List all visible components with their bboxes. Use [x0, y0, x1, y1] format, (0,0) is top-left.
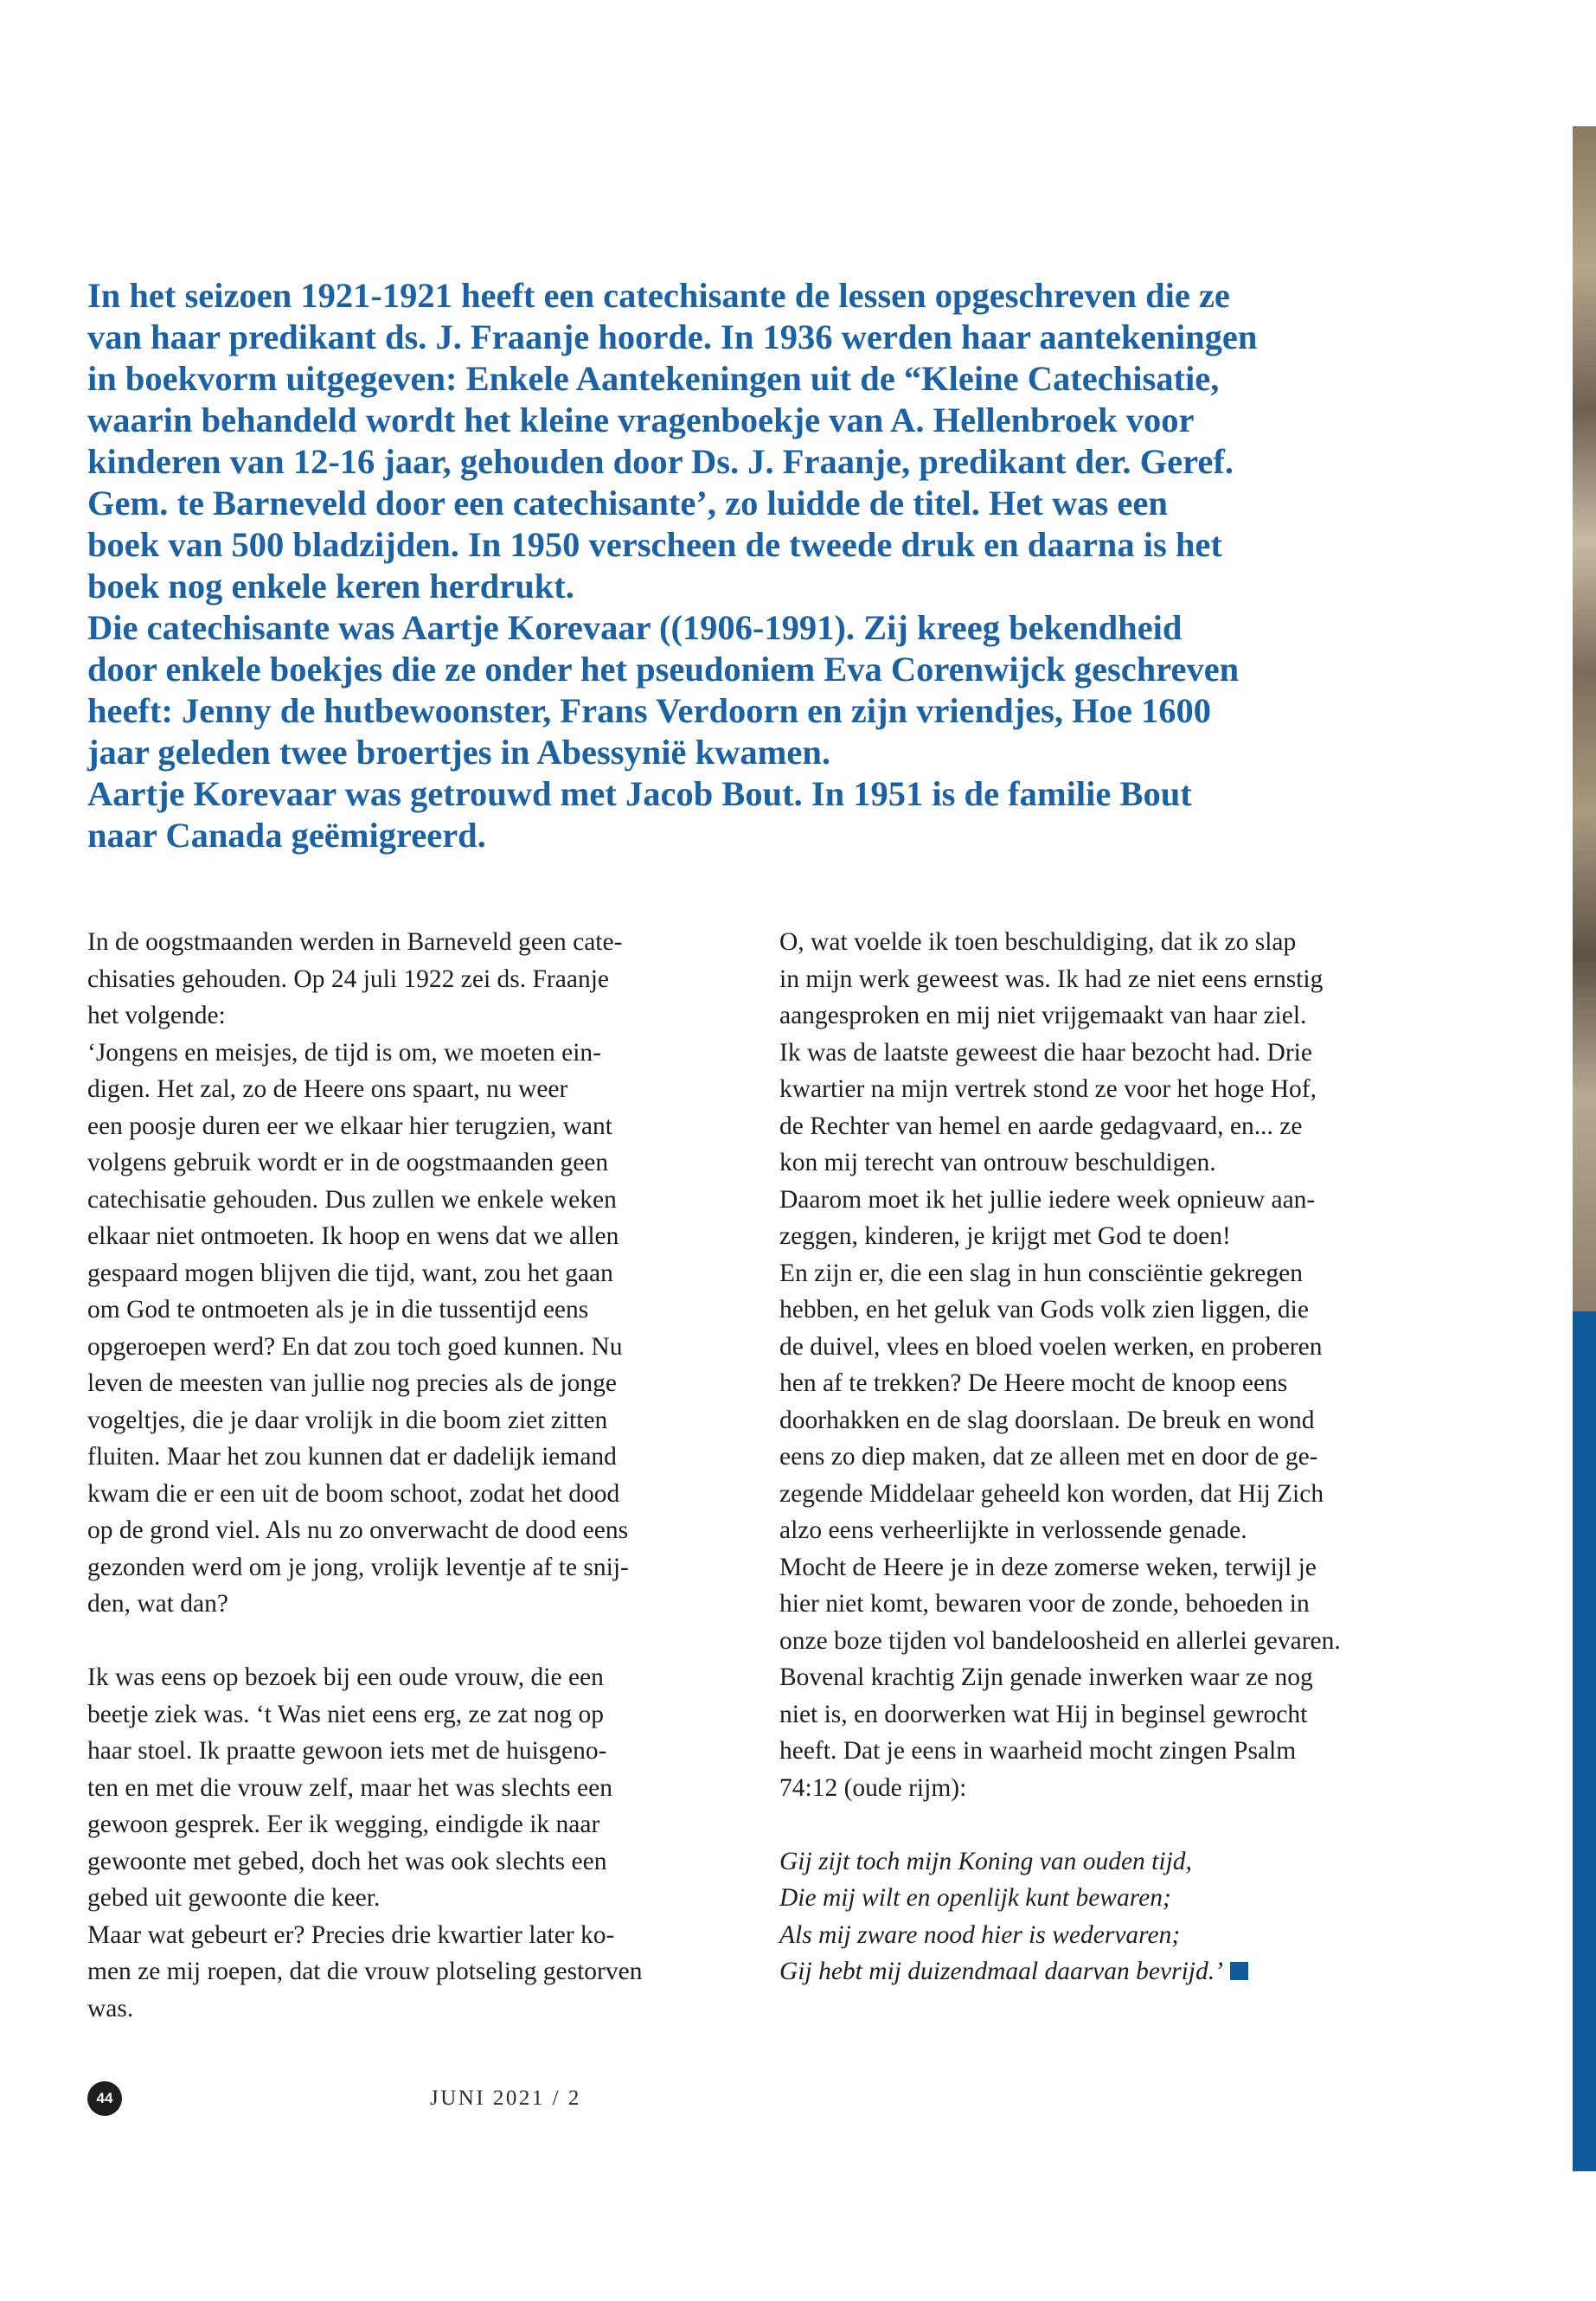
verse-line: Gij hebt mij duizendmaal daarvan bevrijd.’ — [779, 1958, 1223, 1985]
body-line: Ik was de laatste geweest die haar bezocht had. Drie — [779, 1038, 1312, 1067]
body-line: volgens gebruik wordt er in de oogstmaanden geen — [87, 1149, 609, 1176]
body-line: doorhakken en de slag doorslaan. De breuk en wond — [779, 1406, 1315, 1434]
side-accent-bar — [1573, 1311, 1596, 2171]
body-line: zegende Middelaar geheeld kon worden, dat Hij Zich — [779, 1479, 1324, 1508]
body-line: O, wat voelde ik toen beschuldiging, dat ik zo slap — [779, 928, 1297, 956]
body-line: den, wat dan? — [87, 1590, 228, 1618]
left-column — [87, 924, 745, 2027]
body-line: in mijn werk geweest was. Ik had ze niet eens ernstig — [779, 965, 1324, 993]
body-line: gebed uit gewoonte die keer. — [87, 1884, 381, 1912]
body-line: de Rechter van hemel en aarde gedagvaard, en... ze — [779, 1112, 1303, 1140]
body-line: beetje ziek was. ‘t Was niet eens erg, ze zat nog op — [87, 1700, 604, 1728]
body-line: hier niet komt, bewaren voor de zonde, behoeden in — [779, 1590, 1310, 1618]
body-line: gewoonte met gebed, doch het was ook slechts een — [87, 1847, 607, 1875]
paragraph-gap — [87, 1623, 745, 1660]
body-line: ‘Jongens en meisjes, de tijd is om, we moeten ein- — [87, 1038, 601, 1067]
intro-line: door enkele boekjes die ze onder het pseudoniem Eva Corenwijck geschreven — [87, 650, 1240, 689]
intro-paragraph — [87, 275, 1437, 856]
body-line: leven de meesten van jullie nog precies als de jonge — [87, 1369, 617, 1397]
body-line: heeft. Dat je eens in waarheid mocht zingen Psalm — [779, 1737, 1297, 1765]
body-line: gewoon gesprek. Eer ik wegging, eindigde ik naar — [87, 1811, 600, 1838]
body-line: Mocht de Heere je in deze zomerse weken, terwijl je — [779, 1553, 1317, 1581]
intro-line: kinderen van 12-16 jaar, gehouden door Ds. J. Fraanje, predikant der. Geref. — [87, 442, 1234, 481]
intro-line: waarin behandeld wordt het kleine vragenboekje van A. Hellenbroek voor — [87, 401, 1195, 439]
verse-line: Gij zijt toch mijn Koning van ouden tijd, — [779, 1847, 1192, 1875]
body-line: En zijn er, die een slag in hun consciëntie gekregen — [779, 1259, 1303, 1287]
body-line: op de grond viel. Als nu zo onverwacht de dood eens — [87, 1516, 629, 1544]
side-photo-strip — [1573, 126, 1596, 1311]
intro-line: van haar predikant ds. J. Fraanje hoorde. In 1936 werden haar aantekeningen — [87, 317, 1258, 356]
body-line: 74:12 (oude rijm): — [779, 1773, 967, 1802]
intro-line: jaar geleden twee broertjes in Abessynië kwamen. — [87, 733, 831, 772]
body-line: Bovenal krachtig Zijn genade inwerken waar ze nog — [779, 1663, 1313, 1691]
body-line: vogeltjes, die je daar vrolijk in die boom ziet zitten — [87, 1406, 608, 1434]
verse-line: Die mij wilt en openlijk kunt bewaren; — [779, 1884, 1171, 1912]
intro-line: boek nog enkele keren herdrukt. — [87, 567, 574, 606]
intro-line: boek van 500 bladzijden. In 1950 verscheen de tweede druk en daarna is het — [87, 525, 1222, 564]
body-line: alzo eens verheerlijkte in verlossende genade. — [779, 1516, 1247, 1544]
intro-line: Gem. te Barneveld door een catechisante’, zo luidde de titel. Het was een — [87, 484, 1168, 522]
verse-line: Als mij zware nood hier is wedervaren; — [779, 1920, 1181, 1949]
intro-line: Die catechisante was Aartje Korevaar ((1906-1991). Zij kreeg bekendheid — [87, 608, 1183, 647]
intro-line: naar Canada geëmigreerd. — [87, 816, 486, 855]
body-line: digen. Het zal, zo de Heere ons spaart, nu weer — [87, 1075, 568, 1103]
body-line: om God te ontmoeten als je in die tussentijd eens — [87, 1296, 589, 1324]
body-line: elkaar niet ontmoeten. Ik hoop en wens dat we allen — [87, 1222, 619, 1250]
paragraph-gap — [779, 1806, 1437, 1843]
body-line: hebben, en het geluk van Gods volk zien liggen, die — [779, 1296, 1309, 1324]
body-line: catechisatie gehouden. Dus zullen we enkele weken — [87, 1185, 617, 1214]
issue-label: JUNI 2021 / 2 — [430, 2086, 581, 2110]
body-line: kon mij terecht van ontrouw beschuldigen. — [779, 1149, 1216, 1176]
body-line: fluiten. Maar het zou kunnen dat er dadelijk iemand — [87, 1443, 617, 1471]
body-line: hen af te trekken? De Heere mocht de knoop eens — [779, 1369, 1288, 1397]
body-line: opgeroepen werd? En dat zou toch goed kunnen. Nu — [87, 1332, 623, 1361]
right-column — [779, 924, 1437, 1990]
intro-line: In het seizoen 1921-1921 heeft een catechisante de lessen opgeschreven die ze — [87, 276, 1230, 315]
body-line: Daarom moet ik het jullie iedere week opnieuw aan- — [779, 1185, 1316, 1214]
body-line: eens zo diep maken, dat ze alleen met en door de ge- — [779, 1443, 1318, 1471]
body-line: was. — [87, 1994, 134, 2022]
body-line: niet is, en doorwerken wat Hij in beginsel gewrocht — [779, 1700, 1308, 1728]
body-line: ten en met die vrouw zelf, maar het was slechts een — [87, 1773, 612, 1802]
verse-last-line — [779, 1953, 1437, 1990]
body-line: Ik was eens op bezoek bij een oude vrouw, die een — [87, 1663, 604, 1691]
intro-line: in boekvorm uitgegeven: Enkele Aantekeningen uit de “Kleine Catechisatie, — [87, 359, 1220, 398]
body-line: gezonden werd om je jong, vrolijk leventje af te snij- — [87, 1553, 629, 1581]
page-number: 44 — [87, 2081, 122, 2116]
body-line: het volgende: — [87, 1002, 226, 1029]
body-line: men ze mij roepen, dat die vrouw plotseling gestorven — [87, 1958, 643, 1985]
body-line: onze boze tijden vol bandeloosheid en allerlei gevaren. — [779, 1626, 1341, 1655]
body-line: chisaties gehouden. Op 24 juli 1922 zei ds. Fraanje — [87, 965, 609, 993]
body-line: een poosje duren eer we elkaar hier terugzien, want — [87, 1112, 612, 1140]
body-line: aangesproken en mij niet vrijgemaakt van haar ziel. — [779, 1002, 1307, 1029]
body-line: haar stoel. Ik praatte gewoon iets met de huisgeno- — [87, 1737, 607, 1765]
body-line: In de oogstmaanden werden in Barneveld geen cate- — [87, 928, 623, 956]
body-line: kwam die er een uit de boom schoot, zodat het dood — [87, 1479, 620, 1508]
intro-line: Aartje Korevaar was getrouwd met Jacob Bout. In 1951 is de familie Bout — [87, 774, 1192, 813]
body-line: gespaard mogen blijven die tijd, want, zou het gaan — [87, 1259, 613, 1287]
body-line: zeggen, kinderen, je krijgt met God te doen! — [779, 1222, 1231, 1250]
intro-line: heeft: Jenny de hutbewoonster, Frans Verdoorn en zijn vriendjes, Hoe 1600 — [87, 691, 1211, 730]
end-square-icon — [1230, 1962, 1248, 1980]
body-line: de duivel, vlees en bloed voelen werken, en proberen — [779, 1332, 1323, 1361]
body-line: kwartier na mijn vertrek stond ze voor het hoge Hof, — [779, 1075, 1317, 1103]
body-line: Maar wat gebeurt er? Precies drie kwartier later ko- — [87, 1920, 615, 1949]
